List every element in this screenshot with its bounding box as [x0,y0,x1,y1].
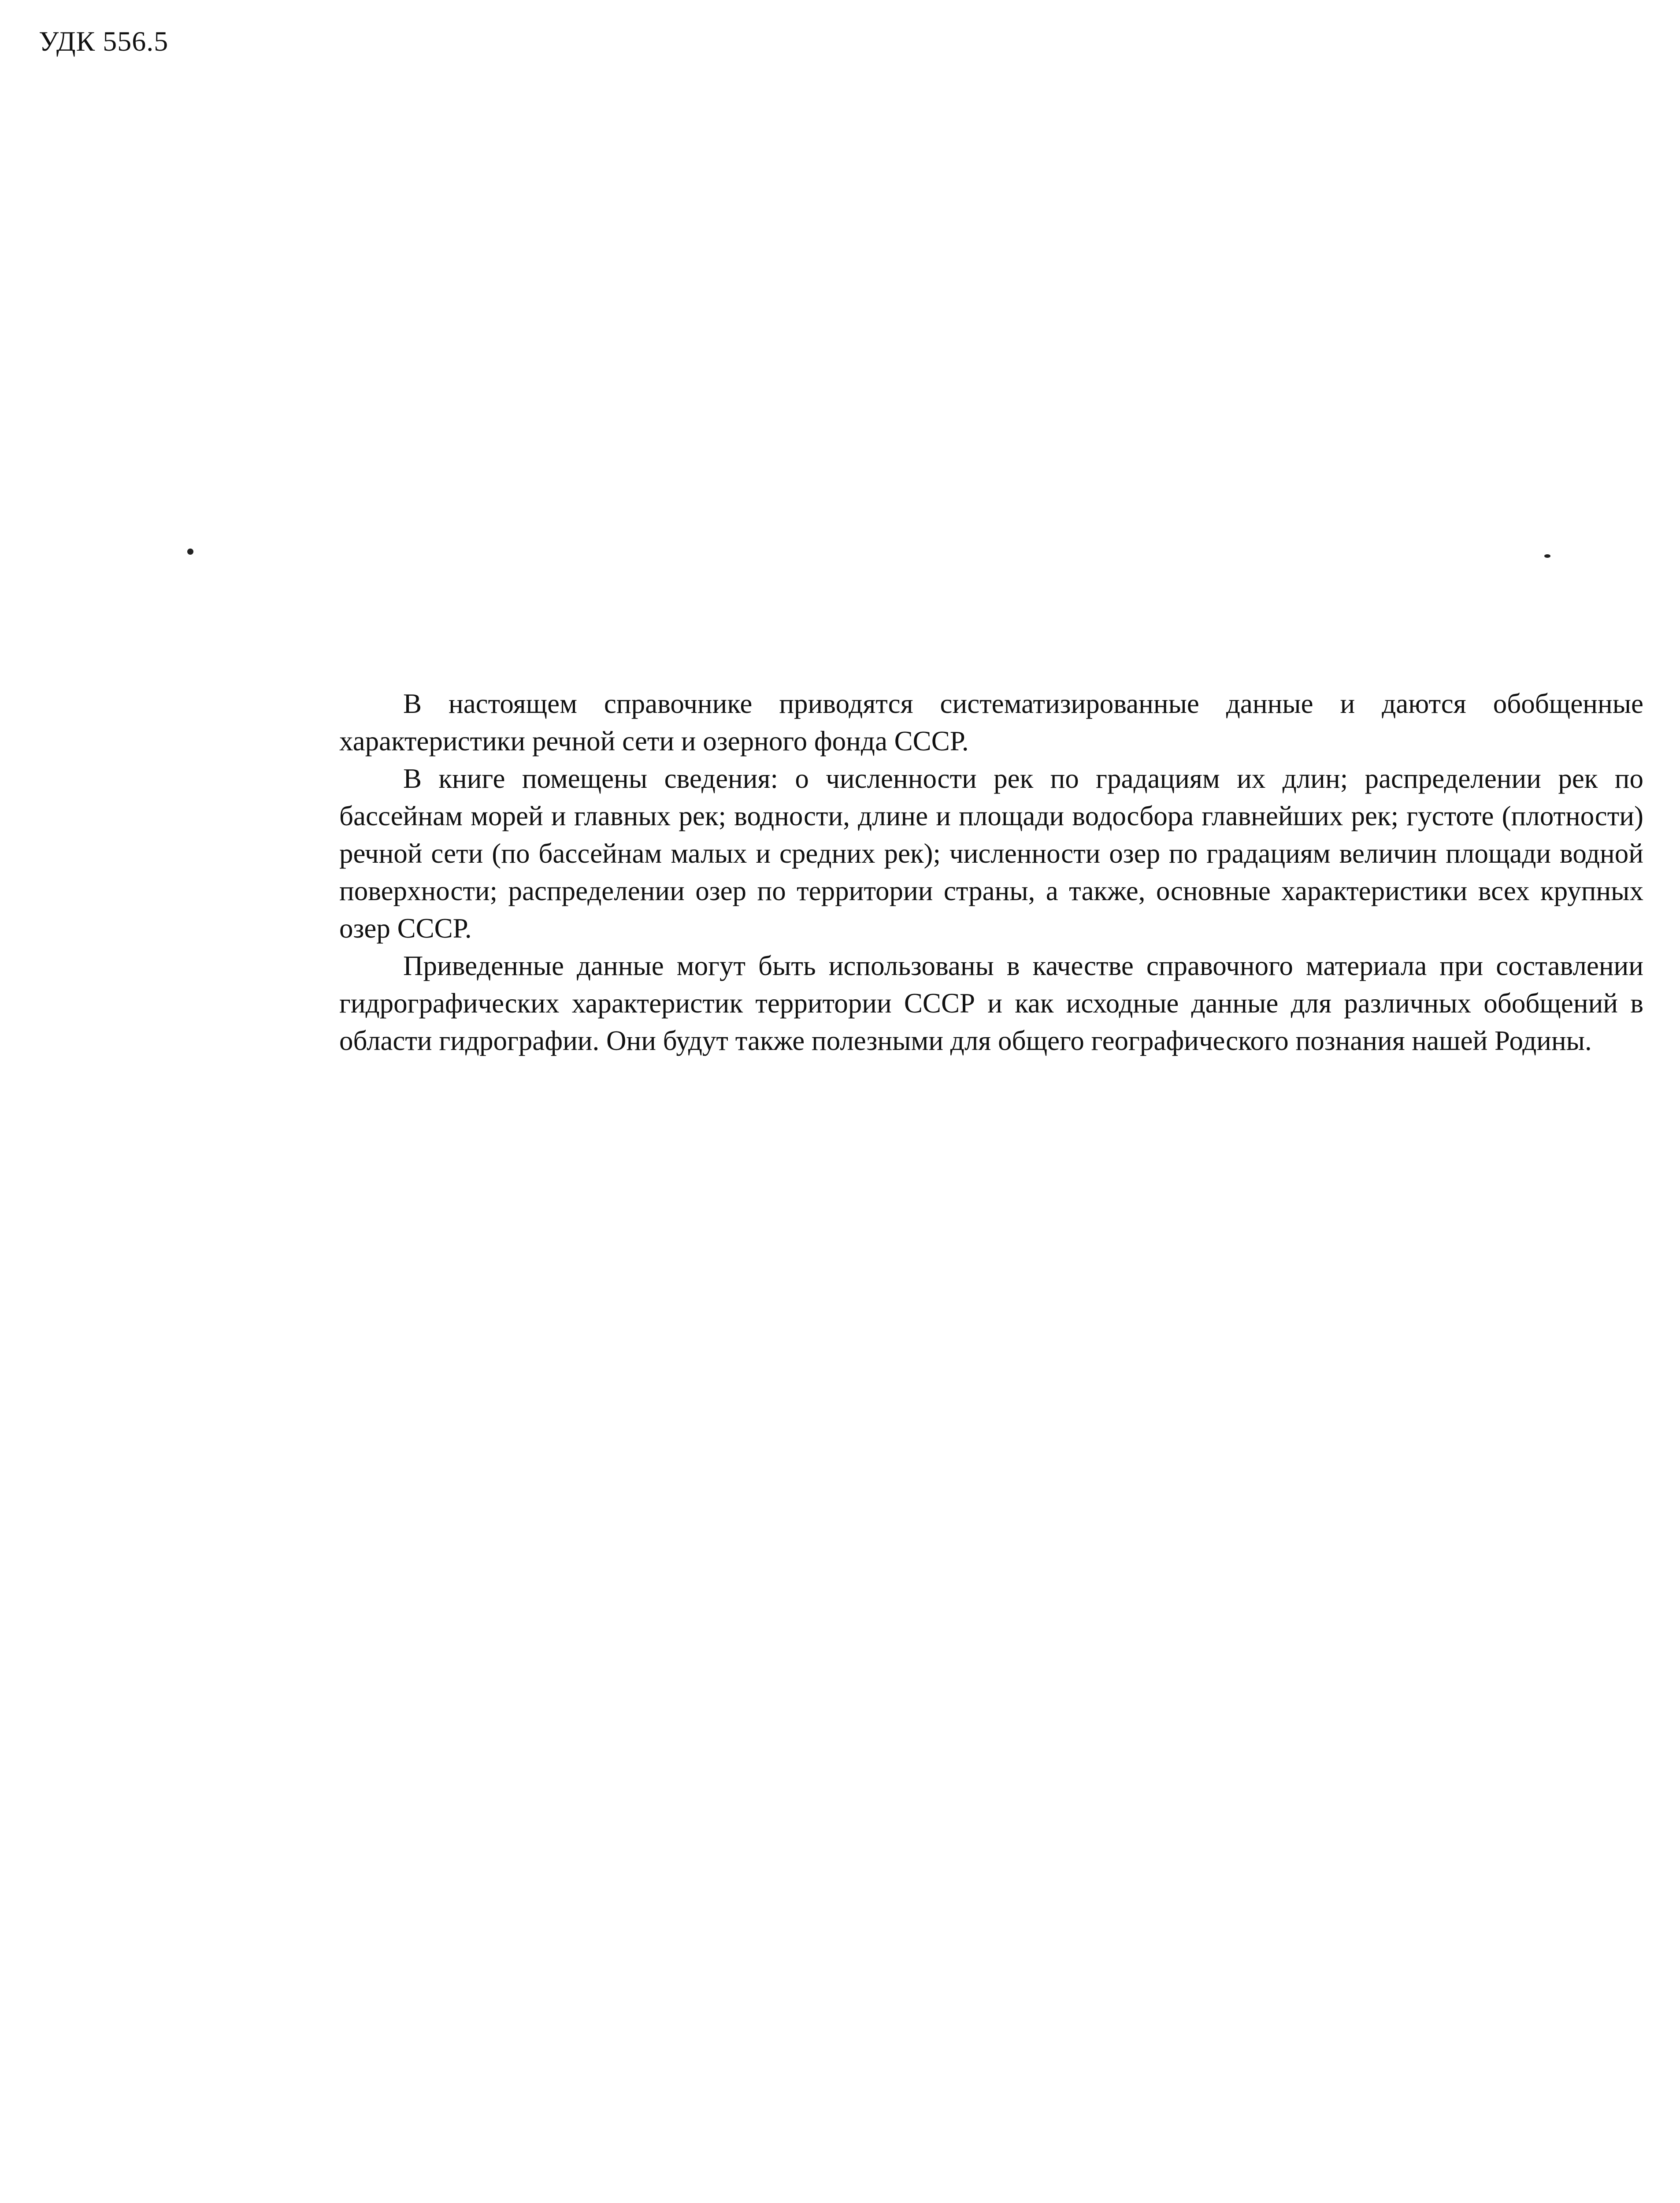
abstract-text [339,685,1643,1060]
udk-classification: УДК 556.5 [39,26,169,57]
abstract-paragraph-2: В книге помещены сведения: о численности рек по градациям их длин; распределении рек по бассейнам морей и главных рек; водности, длине и площади водосбора главнейших рек; густоте (плотности) речной сети (по бассейнам малых и средних рек); численности озер по градациям величин площади водной поверхности; распределении озер по территории страны, а также, основные характеристики всех крупных озер СССР. [339,763,1643,944]
abstract-paragraph-1: В настоящем справочнике приводятся систематизированные данные и даются обобщенные характеристики речной сети и озерного фонда СССР. [339,688,1643,757]
scan-speck [187,549,193,555]
abstract-paragraph-3: Приведенные данные могут быть использованы в качестве справочного материала при составлении гидрографических характеристик территории СССР и как исходные данные для различных обобщений в области гидрографии. Они будут также полезными для общего географического познания нашей Родины. [339,950,1643,1056]
scan-speck [1544,554,1550,558]
